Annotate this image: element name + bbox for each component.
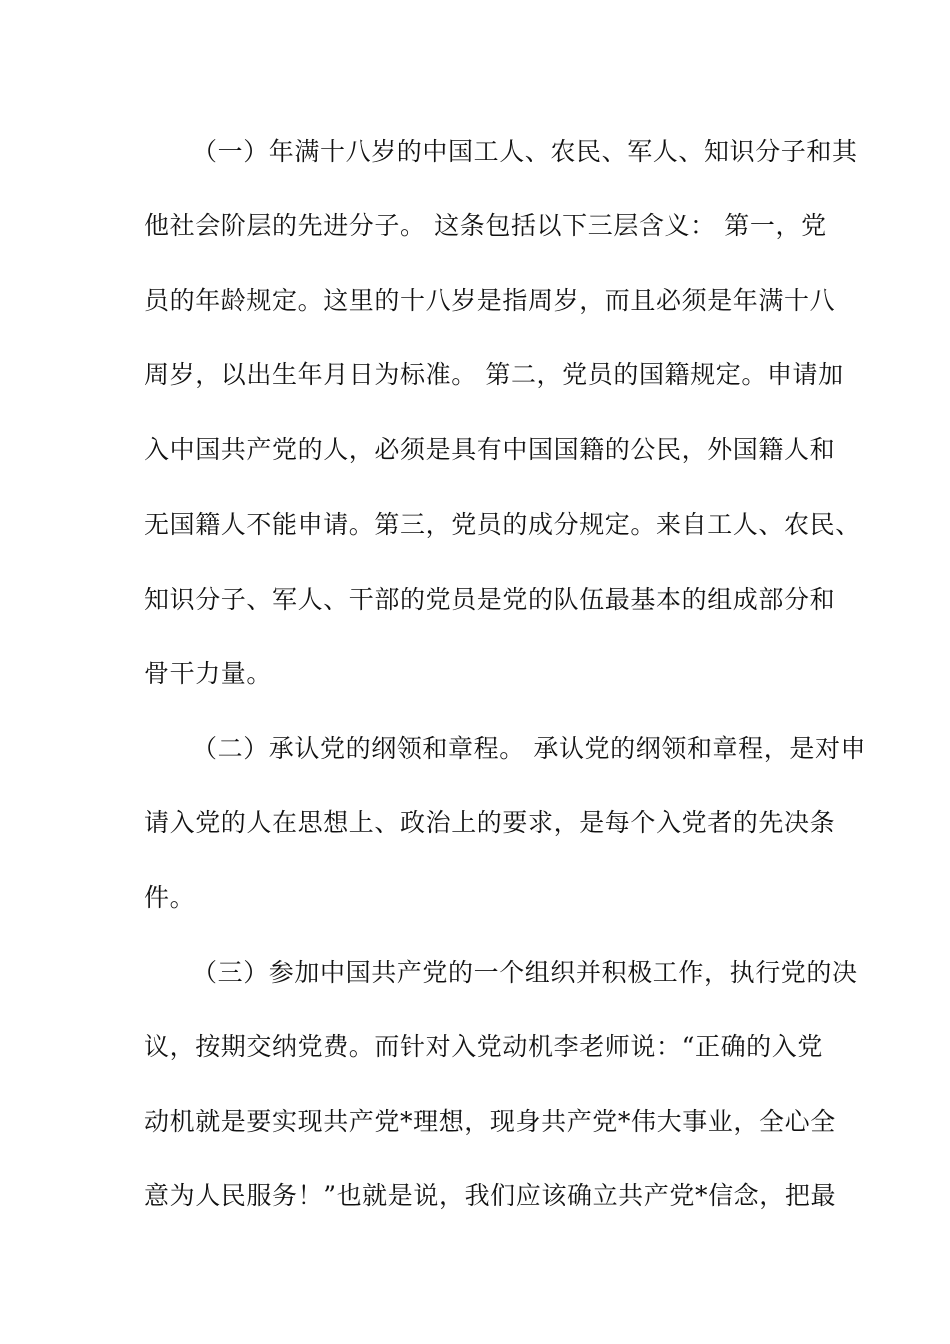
paragraph-1-line-2: 他社会阶层的先进分子。 这条包括以下三层含义： 第一，党 (144, 211, 827, 240)
paragraph-2-line-2: 请入党的人在思想上、政治上的要求，是每个入党者的先决条 (144, 808, 836, 837)
paragraph-3-line-2: 议，按期交纳党费。而针对入党动机李老师说：“正确的入党 (144, 1032, 823, 1061)
paragraph-1-line-8: 骨干力量。 (144, 659, 273, 688)
paragraph-3-line-4: 意为人民服务！”也就是说，我们应该确立共产党*信念，把最 (144, 1181, 837, 1210)
paragraph-2-line-1: （二）承认党的纲领和章程。 承认党的纲领和章程，是对申 (192, 734, 867, 763)
paragraph-1-line-3: 员的年龄规定。这里的十八岁是指周岁，而且必须是年满十八 (144, 286, 836, 315)
paragraph-3-line-1: （三）参加中国共产党的一个组织并积极工作，执行党的决 (192, 958, 858, 987)
paragraph-2-line-3: 件。 (144, 883, 196, 912)
paragraph-1-line-6: 无国籍人不能申请。第三，党员的成分规定。来自工人、农民、 (144, 510, 861, 539)
paragraph-1-line-4: 周岁，以出生年月日为标准。 第二，党员的国籍规定。申请加 (144, 360, 844, 389)
paragraph-3-line-3: 动机就是要实现共产党*理想，现身共产党*伟大事业，全心全 (144, 1107, 836, 1136)
paragraph-1-line-1: （一）年满十八岁的中国工人、农民、军人、知识分子和其 (192, 137, 858, 166)
paragraph-1-line-7: 知识分子、军人、干部的党员是党的队伍最基本的组成部分和 (144, 585, 836, 614)
paragraph-1-line-5: 入中国共产党的人，必须是具有中国国籍的公民，外国籍人和 (144, 435, 836, 464)
